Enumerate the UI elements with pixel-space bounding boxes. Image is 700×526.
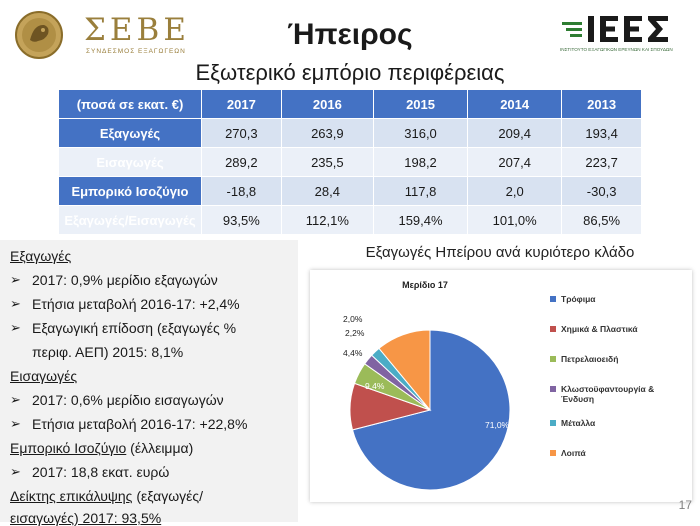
legend-swatch <box>550 386 556 392</box>
table-header-cell: 2013 <box>562 90 642 119</box>
coverage-note: (εξαγωγές/ <box>132 488 204 504</box>
coverage-line <box>10 488 203 504</box>
pie-data-label: 11,0% <box>400 321 424 331</box>
page-number: 17 <box>678 498 692 512</box>
page-title: Ήπειρος <box>287 18 413 51</box>
legend-item <box>550 418 596 428</box>
table-header-cell: 2016 <box>281 90 373 119</box>
legend-swatch <box>550 356 556 362</box>
legend-item <box>550 384 654 404</box>
balance-note: (έλλειμμα) <box>126 440 194 456</box>
legend-label: Χημικά & Πλαστικά <box>561 324 638 334</box>
table-cell: 117,8 <box>373 177 467 206</box>
balance-line <box>10 440 193 456</box>
pie-data-label: 2,2% <box>345 328 365 338</box>
table-cell: 223,7 <box>562 148 642 177</box>
pie-chart <box>310 270 692 502</box>
iees-logo-subtitle: ΙΝΣΤΙΤΟΥΤΟ ΕΞΑΓΩΓΙΚΩΝ ΕΡΕΥΝΩΝ ΚΑΙ ΣΠΟΥΔΩΝ <box>560 47 673 52</box>
row-label: Εμπορικό Ισοζύγιο <box>59 177 202 206</box>
notes-panel <box>0 240 298 526</box>
legend-swatch <box>550 420 556 426</box>
table-header-row <box>59 90 642 119</box>
table-cell: -18,8 <box>202 177 282 206</box>
legend-item <box>550 354 618 364</box>
legend-label: Λοιπά <box>561 448 586 458</box>
chart-title: Εξαγωγές Ηπείρου ανά κυριότερο κλάδο <box>365 244 635 261</box>
table-cell: 270,3 <box>202 119 282 148</box>
row-label: Εισαγωγές <box>59 148 202 177</box>
table-cell: 289,2 <box>202 148 282 177</box>
legend-label: Κλωστοϋφαντουργία & <box>561 384 655 394</box>
exports-heading: Εξαγωγές <box>10 248 72 264</box>
table-cell: 2,0 <box>468 177 562 206</box>
table-header-cell: 2017 <box>202 90 282 119</box>
exports-annual-change: ➢ Ετήσια μεταβολή 2016-17: +2,4% <box>10 296 240 312</box>
pie-data-label: 71,0% <box>485 420 510 430</box>
imports-annual-change: ➢ Ετήσια μεταβολή 2016-17: +22,8% <box>10 416 247 432</box>
coverage-heading: Δείκτης επικάλυψης <box>10 488 133 504</box>
pie-data-label: 4,4% <box>343 348 363 358</box>
exports-share: ➢ 2017: 0,9% μερίδιο εξαγωγών <box>10 272 218 288</box>
table-cell: 235,5 <box>281 148 373 177</box>
table-cell: 28,4 <box>281 177 373 206</box>
table-row <box>59 148 642 177</box>
table-cell: 209,4 <box>468 119 562 148</box>
table-cell: 263,9 <box>281 119 373 148</box>
table-cell: -30,3 <box>562 177 642 206</box>
table-cell: 207,4 <box>468 148 562 177</box>
seve-logo-text: ΣΕΒΕ <box>84 12 190 48</box>
imports-heading: Εισαγωγές <box>10 368 78 384</box>
table-header-cell: 2014 <box>468 90 562 119</box>
pie-data-label: 2,0% <box>343 314 363 324</box>
table-cell: 159,4% <box>373 206 467 235</box>
imports-share: ➢ 2017: 0,6% μερίδιο εισαγωγών <box>10 392 224 408</box>
legend-label: Ένδυση <box>561 394 595 404</box>
seve-logo-subtitle: ΣΥΝΔΕΣΜΟΣ ΕΞΑΓΩΓΕΩΝ <box>86 48 186 55</box>
table-cell: 112,1% <box>281 206 373 235</box>
coverage-value: εισαγωγές) 2017: 93,5% <box>10 510 162 526</box>
row-label: Εξαγωγές/Εισαγωγές <box>59 206 202 235</box>
table-header-cell: (ποσά σε εκατ. €) <box>59 90 202 119</box>
table-cell: 316,0 <box>373 119 467 148</box>
balance-value: ➢ 2017: 18,8 εκατ. ευρώ <box>10 464 169 480</box>
trade-table <box>58 89 642 235</box>
table-row <box>59 177 642 206</box>
row-label: Εξαγωγές <box>59 119 202 148</box>
pie-chart-title: Μερίδιο 17 <box>402 280 448 290</box>
legend-item <box>550 448 586 458</box>
export-performance-cont: περιφ. ΑΕΠ) 2015: 8,1% <box>32 344 184 360</box>
table-cell: 93,5% <box>202 206 282 235</box>
pie-chart-svg <box>310 270 692 502</box>
table-row <box>59 206 642 235</box>
legend-swatch <box>550 326 556 332</box>
legend-label: Μέταλλα <box>561 418 596 428</box>
page-subtitle: Εξωτερικό εμπόριο περιφέρειας <box>195 60 505 85</box>
pie-data-label: 9,4% <box>365 381 385 391</box>
legend-swatch <box>550 450 556 456</box>
table-header-cell: 2015 <box>373 90 467 119</box>
table-row <box>59 119 642 148</box>
legend-item <box>550 294 596 304</box>
table-cell: 198,2 <box>373 148 467 177</box>
table-cell: 101,0% <box>468 206 562 235</box>
balance-heading: Εμπορικό Ισοζύγιο <box>10 440 127 456</box>
table-cell: 86,5% <box>562 206 642 235</box>
table-cell: 193,4 <box>562 119 642 148</box>
legend-label: Πετρελαιοειδή <box>561 354 619 364</box>
legend-label: Τρόφιμα <box>561 294 596 304</box>
export-performance: ➢ Εξαγωγική επίδοση (εξαγωγές % <box>10 320 236 336</box>
legend-swatch <box>550 296 556 302</box>
legend-item <box>550 324 638 334</box>
